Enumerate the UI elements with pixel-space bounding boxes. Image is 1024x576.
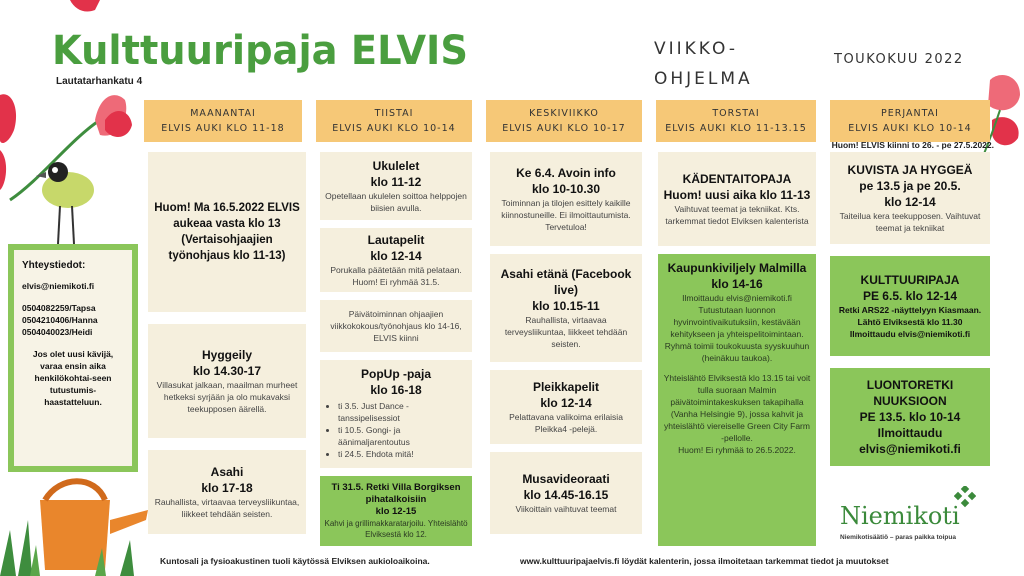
- contact-phone-1: 0504082259/Tapsa: [22, 303, 96, 313]
- event-card-staff-meeting: Päivätoiminnan ohjaajien viikkokokous/työnohjaus klo 14-16, ELVIS kiinni: [320, 300, 472, 352]
- contact-note: Jos olet uusi kävijä, varaa ensin aika henkilökohtai-seen tutustumis-haastatteluun.: [32, 349, 114, 407]
- contact-title: Yhteystiedot:: [22, 260, 86, 271]
- event-card-kaupunkiviljely: Kaupunkiviljely Malmilla klo 14-16 Ilmoittaudu elvis@niemikoti.fi Tutustutaan luonnon hyvinvointivaikutuksiin, kestävään kehitykseen ja yhteispelitoimintaan. Ryhmä toimii toukokuusta syyskuuhun (heinäkuu taukoa). Yhteislähtö Elviksestä klo 13.15 tai voit tulla suoraan Malmin päivätoimintakeskuksen takapihalla (Vanha Helsingie 9), jossa kahvit ja yhteislähtö viereiselle Green City Farm -pellolle. Huom! Ei ryhmää to 26.5.2022.: [658, 254, 816, 546]
- event-card-pleikkapelit: Pleikkapelit klo 12-14 Pelattavana valikoima erilaisia Pleikka4 -pelejä.: [490, 370, 642, 444]
- page-title: Kulttuuripaja ELVIS: [52, 26, 542, 76]
- day-header-monday: MAANANTAI ELVIS AUKI KLO 11-18: [144, 100, 302, 142]
- event-card-asahi: Asahi klo 17-18 Rauhallista, virtaavaa terveysliikuntaa, liikkeet tehdään seisten.: [148, 450, 306, 534]
- event-card-villa-borgis: Ti 31.5. Retki Villa Borgiksen pihatalkoisiin klo 12-15 Kahvi ja grillimakkaratarjoilu. Yhteislähtö Elviksestä klo 12.: [320, 476, 472, 546]
- popup-item: • ti 24.5. Ehdota mitä!: [338, 448, 468, 460]
- contact-box: [8, 244, 138, 472]
- event-card-avoin-info: Ke 6.4. Avoin info klo 10-10.30 Toiminnan ja tilojen esittely kaikille kiinnostuneille. Ei ilmoittautumista. Tervetuloa!: [490, 152, 642, 246]
- day-header-tuesday: TIISTAI ELVIS AUKI KLO 10-14: [316, 100, 472, 142]
- contact-email: elvis@niemikoti.fi: [22, 281, 95, 291]
- day-header-thursday: TORSTAI ELVIS AUKI KLO 11-13.15: [656, 100, 816, 142]
- contact-phone-3: 0504040023/Heidi: [22, 327, 93, 337]
- popup-item: • ti 10.5. Gongi- ja äänimaljarentoutus: [338, 424, 468, 448]
- popup-list: [324, 400, 468, 460]
- event-card-lautapelit: Lautapelit klo 12-14 Porukalla päätetään mitä pelataan. Huom! Ei ryhmää 31.5.: [320, 228, 472, 292]
- logo-tagline: Niemikotisäätiö – paras paikka toipua: [840, 534, 956, 541]
- footer-website: www.kulttuuripajaelvis.fi löydät kalenterin, jossa ilmoitetaan tarkemmat tiedot ja muutokset: [520, 556, 889, 566]
- event-card-ukulelet: Ukulelet klo 11-12 Opetellaan ukulelen soittoa helppojen biisien avulla.: [320, 152, 472, 220]
- day-header-friday: PERJANTAI ELVIS AUKI KLO 10-14: [830, 100, 990, 142]
- watering-can-decoration: [0, 470, 150, 576]
- address: Lautatarhankatu 4: [56, 76, 143, 87]
- event-card-monday-notice: Huom! Ma 16.5.2022 ELVIS aukeaa vasta klo 13 (Vertaisohjaajien työnohjaus klo 11-13): [148, 152, 306, 312]
- event-card-hyggeily: Hyggeily klo 14.30-17 Villasukat jalkaan, maailman murheet hetkeksi syrjään ja olo mukavaksi teekupposen äärellä.: [148, 324, 306, 438]
- event-card-musavideoraati: Musavideoraati klo 14.45-16.15 Viikoittain vaihtuvat teemat: [490, 452, 642, 534]
- week-program-label: VIIKKO- OHJELMA: [654, 39, 753, 89]
- event-card-popup-paja: PopUp -paja klo 16-18 • ti 3.5. Just Dance -tanssipelisessiot • ti 10.5. Gongi- ja äänimaljarentoutus • ti 24.5. Ehdota mitä!: [320, 360, 472, 468]
- logo-name: Niemikoti: [840, 502, 960, 530]
- month-label: TOUKOKUU 2022: [834, 52, 964, 67]
- event-card-kulttuuripaja: KULTTUURIPAJA PE 6.5. klo 12-14 Retki ARS22 -näyttelyyn Kiasmaan. Lähtö Elviksestä klo 11.30 Ilmoittaudu elvis@niemikoti.fi: [830, 256, 990, 356]
- event-card-kuvista-hygge: KUVISTA JA HYGGEÄ pe 13.5 ja pe 20.5. klo 12-14 Taiteilua kera teekupposen. Vaihtuvat teemat ja tekniikat: [830, 152, 990, 244]
- footer-note: Kuntosali ja fysioakustinen tuoli käytössä Elviksen aukioloaikoina.: [160, 556, 430, 566]
- day-header-wednesday: KESKIVIIKKO ELVIS AUKI KLO 10-17: [486, 100, 642, 142]
- popup-item: • ti 3.5. Just Dance -tanssipelisessiot: [338, 400, 468, 424]
- closure-notice: Huom! ELVIS kiinni to 26. - pe 27.5.2022.: [831, 140, 994, 150]
- niemikoti-logo: [840, 486, 984, 556]
- event-card-luontoretki: LUONTORETKI NUUKSIOON PE 13.5. klo 10-14 Ilmoittaudu elvis@niemikoti.fi: [830, 368, 990, 466]
- event-card-kadentaitopaja: KÄDENTAITOPAJA Huom! uusi aika klo 11-13 Vaihtuvat teemat ja tekniikat. Kts. tarkemmat tiedot Elviksen kalenterista: [658, 152, 816, 246]
- contact-phone-2: 0504210406/Hanna: [22, 315, 98, 325]
- event-card-asahi-etana: Asahi etänä (Facebook live) klo 10.15-11 Rauhallista, virtaavaa terveysliikuntaa, liikkeet tehdään seisten.: [490, 254, 642, 362]
